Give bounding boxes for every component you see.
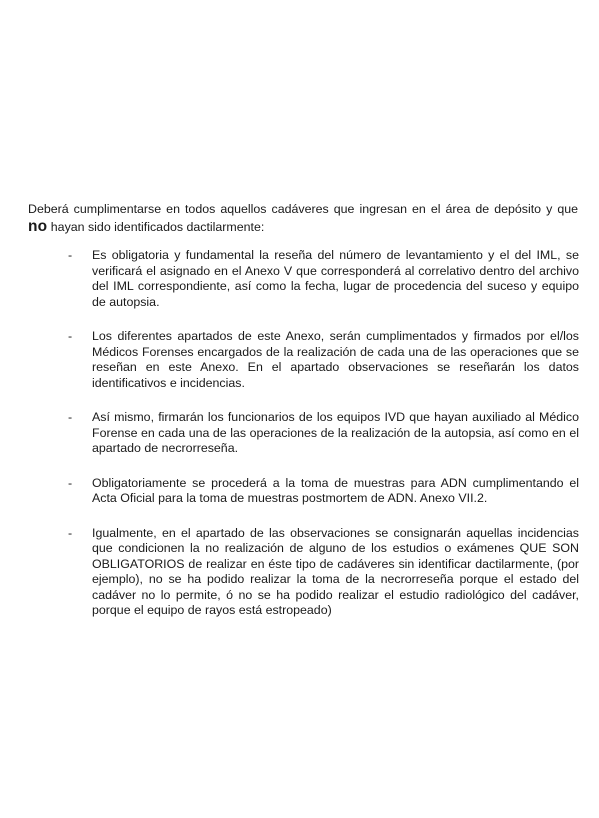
list-item <box>0 410 599 457</box>
bullet-dash: - <box>68 525 73 540</box>
list-item-text: Obligatoriamente se procederá a la toma de muestras para ADN cumplimentando el Acta Oficial para la toma de muestras postmortem de ADN. Anexo VII.2. <box>92 475 579 505</box>
instruction-list <box>0 248 599 638</box>
list-item <box>0 329 599 391</box>
list-item-text: Los diferentes apartados de este Anexo, serán cumplimentados y firmados por el/los Médicos Forenses encargados de la realización de cada una de las operaciones que se reseñan en este Anexo. En el apartado observaciones se reseñarán los datos identificativos e incidencias. <box>92 329 579 390</box>
list-item <box>0 526 599 619</box>
intro-paragraph <box>28 201 578 236</box>
bullet-dash: - <box>68 329 73 343</box>
bullet-dash: - <box>68 248 73 262</box>
bullet-dash: - <box>68 410 73 424</box>
list-item-text: Así mismo, firmarán los funcionarios de los equipos IVD que hayan auxiliado al Médico Forense en cada una de las operaciones de la realización de la autopsia, así como en el apartado de necrorreseña. <box>92 410 579 455</box>
list-item <box>0 476 599 507</box>
list-item-text: Igualmente, en el apartado de las observaciones se consignarán aquellas incidencias que condicionen la no realización de alguno de los estudios o exámenes QUE SON OBLIGATORIOS de realizar en éste tipo de cadáveres sin identificar dactilarmente, (por ejemplo), no se ha podido realizar la toma de la necrorreseña porque el estado del cadáver no lo permite, ó no se ha podido realizar el estudio radiológico del cadáver, porque el equipo de rayos está estropeado) <box>92 525 579 617</box>
intro-text-end: hayan sido identificados dactilarmente: <box>47 220 265 234</box>
list-item-text: Es obligatoria y fundamental la reseña del número de levantamiento y el del IML, se verificará el asignado en el Anexo V que corresponderá al correlativo dentro del archivo del IML correspondiente, así como la fecha, lugar de procedencia del suceso y equipo de autopsia. <box>92 248 579 309</box>
intro-emphasis: no <box>28 218 48 235</box>
intro-text-start: Deberá cumplimentarse en todos aquellos cadáveres que ingresan en el área de depósito y que <box>28 202 578 216</box>
bullet-dash: - <box>68 475 73 490</box>
list-item <box>0 248 599 310</box>
